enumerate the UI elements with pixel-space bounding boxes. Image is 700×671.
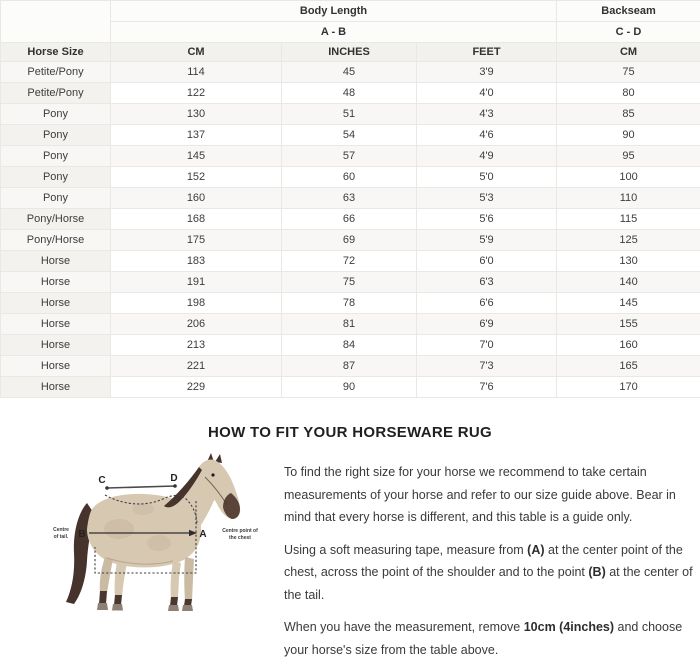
- emphasized-text: (B): [588, 565, 605, 579]
- value-cell: 125: [557, 230, 700, 251]
- value-cell: 90: [557, 125, 700, 146]
- value-cell: 95: [557, 146, 700, 167]
- horse-size-cell: Pony: [1, 125, 111, 146]
- value-cell: 7'3: [417, 356, 557, 377]
- body-length-range: A - B: [111, 22, 557, 43]
- value-cell: 130: [111, 104, 282, 125]
- value-cell: 229: [111, 377, 282, 398]
- value-cell: 4'9: [417, 146, 557, 167]
- emphasized-text: (A): [527, 543, 544, 557]
- value-cell: 48: [282, 83, 417, 104]
- column-header-row: [1, 43, 700, 62]
- table-row: [1, 188, 700, 209]
- point-a-label: A: [199, 529, 206, 540]
- horse-size-cell: Petite/Pony: [1, 62, 111, 83]
- backseam-endpoint-c: [105, 486, 109, 490]
- value-cell: 69: [282, 230, 417, 251]
- value-cell: 6'6: [417, 293, 557, 314]
- value-cell: 170: [557, 377, 700, 398]
- value-cell: 84: [282, 335, 417, 356]
- fit-guide-content: [0, 453, 700, 671]
- value-cell: 72: [282, 251, 417, 272]
- horse-measurement-diagram: [47, 453, 284, 618]
- value-cell: 75: [282, 272, 417, 293]
- value-cell: 51: [282, 104, 417, 125]
- body-text: Using a soft measuring tape, measure from: [284, 543, 527, 557]
- fit-guide-paragraph: [284, 616, 700, 661]
- horse-size-cell: Horse: [1, 314, 111, 335]
- horse-shading: [104, 519, 134, 539]
- value-cell: 57: [282, 146, 417, 167]
- value-cell: 213: [111, 335, 282, 356]
- horse-shading: [132, 503, 154, 515]
- value-cell: 198: [111, 293, 282, 314]
- value-cell: 145: [111, 146, 282, 167]
- value-cell: 168: [111, 209, 282, 230]
- value-cell: 63: [282, 188, 417, 209]
- value-cell: 75: [557, 62, 700, 83]
- col-header-backseam-cm: CM: [557, 43, 700, 62]
- fit-guide-paragraph: [284, 539, 700, 607]
- horse-size-cell: Horse: [1, 335, 111, 356]
- col-header-feet: FEET: [417, 43, 557, 62]
- horse-eye: [211, 473, 214, 476]
- horse-size-cell: Pony/Horse: [1, 209, 111, 230]
- table-row: [1, 335, 700, 356]
- horse-size-cell: Pony: [1, 167, 111, 188]
- value-cell: 4'6: [417, 125, 557, 146]
- value-cell: 80: [557, 83, 700, 104]
- table-row: [1, 62, 700, 83]
- horse-hind-leg-lower: [99, 591, 107, 604]
- backseam-line: [107, 486, 175, 488]
- body-text: and choose your horse's size from the table above.: [284, 620, 682, 657]
- value-cell: 115: [557, 209, 700, 230]
- value-cell: 130: [557, 251, 700, 272]
- value-cell: 165: [557, 356, 700, 377]
- centre-point-chest-label-line1: Centre point of: [222, 528, 258, 534]
- body-text: When you have the measurement, remove: [284, 620, 524, 634]
- horse-hind-leg: [100, 557, 113, 593]
- group-header-row: [1, 1, 700, 22]
- emphasized-text: 10cm (4inches): [524, 620, 614, 634]
- horse-size-cell: Petite/Pony: [1, 83, 111, 104]
- value-cell: 155: [557, 314, 700, 335]
- value-cell: 81: [282, 314, 417, 335]
- horse-front-leg: [184, 557, 194, 601]
- value-cell: 5'9: [417, 230, 557, 251]
- value-cell: 114: [111, 62, 282, 83]
- value-cell: 60: [282, 167, 417, 188]
- horse-size-cell: Pony: [1, 188, 111, 209]
- table-row: [1, 125, 700, 146]
- table-row: [1, 146, 700, 167]
- table-row: [1, 293, 700, 314]
- col-header-horse-size: Horse Size: [1, 43, 111, 62]
- value-cell: 160: [111, 188, 282, 209]
- value-cell: 152: [111, 167, 282, 188]
- body-text: at the center of the tail.: [284, 565, 693, 602]
- horse-size-cell: Horse: [1, 251, 111, 272]
- table-row: [1, 104, 700, 125]
- horse-size-cell: Horse: [1, 377, 111, 398]
- table-row: [1, 251, 700, 272]
- value-cell: 137: [111, 125, 282, 146]
- horse-size-cell: Pony: [1, 104, 111, 125]
- value-cell: 3'9: [417, 62, 557, 83]
- horse-hind-leg-lower: [114, 595, 122, 605]
- value-cell: 90: [282, 377, 417, 398]
- horse-size-cell: Horse: [1, 293, 111, 314]
- point-b-label: B: [78, 529, 85, 540]
- value-cell: 145: [557, 293, 700, 314]
- body-length-group-header: Body Length: [111, 1, 557, 22]
- value-cell: 175: [111, 230, 282, 251]
- size-table-body: [1, 62, 700, 398]
- horse-size-cell: Horse: [1, 272, 111, 293]
- horse-front-leg-lower: [184, 599, 192, 606]
- horse-front-leg: [171, 561, 181, 599]
- horse-front-leg-lower: [170, 597, 178, 606]
- table-row: [1, 272, 700, 293]
- value-cell: 160: [557, 335, 700, 356]
- point-c-label: C: [98, 475, 105, 486]
- table-row: [1, 377, 700, 398]
- value-cell: 5'3: [417, 188, 557, 209]
- horse-hoof: [112, 604, 123, 611]
- fit-guide-paragraph: [284, 461, 700, 529]
- fit-guide-paragraphs: [284, 453, 700, 671]
- horse-size-cell: Pony: [1, 146, 111, 167]
- centre-point-chest-label-line2: the chest: [229, 535, 251, 541]
- horse-size-cell: Pony/Horse: [1, 230, 111, 251]
- backseam-endpoint-d: [173, 484, 177, 488]
- col-header-cm: CM: [111, 43, 282, 62]
- value-cell: 191: [111, 272, 282, 293]
- value-cell: 78: [282, 293, 417, 314]
- value-cell: 221: [111, 356, 282, 377]
- backseam-group-header: Backseam: [557, 1, 700, 22]
- table-row: [1, 230, 700, 251]
- table-row: [1, 167, 700, 188]
- value-cell: 6'9: [417, 314, 557, 335]
- table-row: [1, 83, 700, 104]
- value-cell: 4'3: [417, 104, 557, 125]
- value-cell: 4'0: [417, 83, 557, 104]
- table-row: [1, 209, 700, 230]
- corner-cell: [1, 1, 111, 43]
- value-cell: 6'0: [417, 251, 557, 272]
- table-row: [1, 314, 700, 335]
- value-cell: 7'6: [417, 377, 557, 398]
- value-cell: 85: [557, 104, 700, 125]
- value-cell: 66: [282, 209, 417, 230]
- value-cell: 54: [282, 125, 417, 146]
- horse-hind-leg: [115, 561, 127, 597]
- value-cell: 183: [111, 251, 282, 272]
- value-cell: 87: [282, 356, 417, 377]
- value-cell: 5'6: [417, 209, 557, 230]
- value-cell: 140: [557, 272, 700, 293]
- col-header-inches: INCHES: [282, 43, 417, 62]
- body-text: at the center point of the chest, across the point of the shoulder and to the point: [284, 543, 683, 580]
- value-cell: 7'0: [417, 335, 557, 356]
- point-d-label: D: [170, 473, 177, 484]
- horse-size-cell: Horse: [1, 356, 111, 377]
- body-text: To find the right size for your horse we recommend to take certain measurements of your horse and refer to our size guide above. Bear in mind that every horse is different, and this table is a guide only.: [284, 465, 676, 524]
- value-cell: 122: [111, 83, 282, 104]
- fit-guide-section: [0, 398, 700, 671]
- centre-of-tail-label-line1: Centre: [53, 527, 69, 533]
- value-cell: 5'0: [417, 167, 557, 188]
- horse-hoof: [97, 603, 108, 610]
- backseam-range: C - D: [557, 22, 700, 43]
- value-cell: 100: [557, 167, 700, 188]
- horse-shading: [147, 535, 171, 551]
- value-cell: 45: [282, 62, 417, 83]
- centre-of-tail-label-line2: of tail.: [54, 534, 69, 540]
- value-cell: 110: [557, 188, 700, 209]
- table-row: [1, 356, 700, 377]
- value-cell: 6'3: [417, 272, 557, 293]
- fit-guide-title: HOW TO FIT YOUR HORSEWARE RUG: [0, 424, 700, 441]
- horse-diagram-svg: [47, 453, 284, 613]
- value-cell: 206: [111, 314, 282, 335]
